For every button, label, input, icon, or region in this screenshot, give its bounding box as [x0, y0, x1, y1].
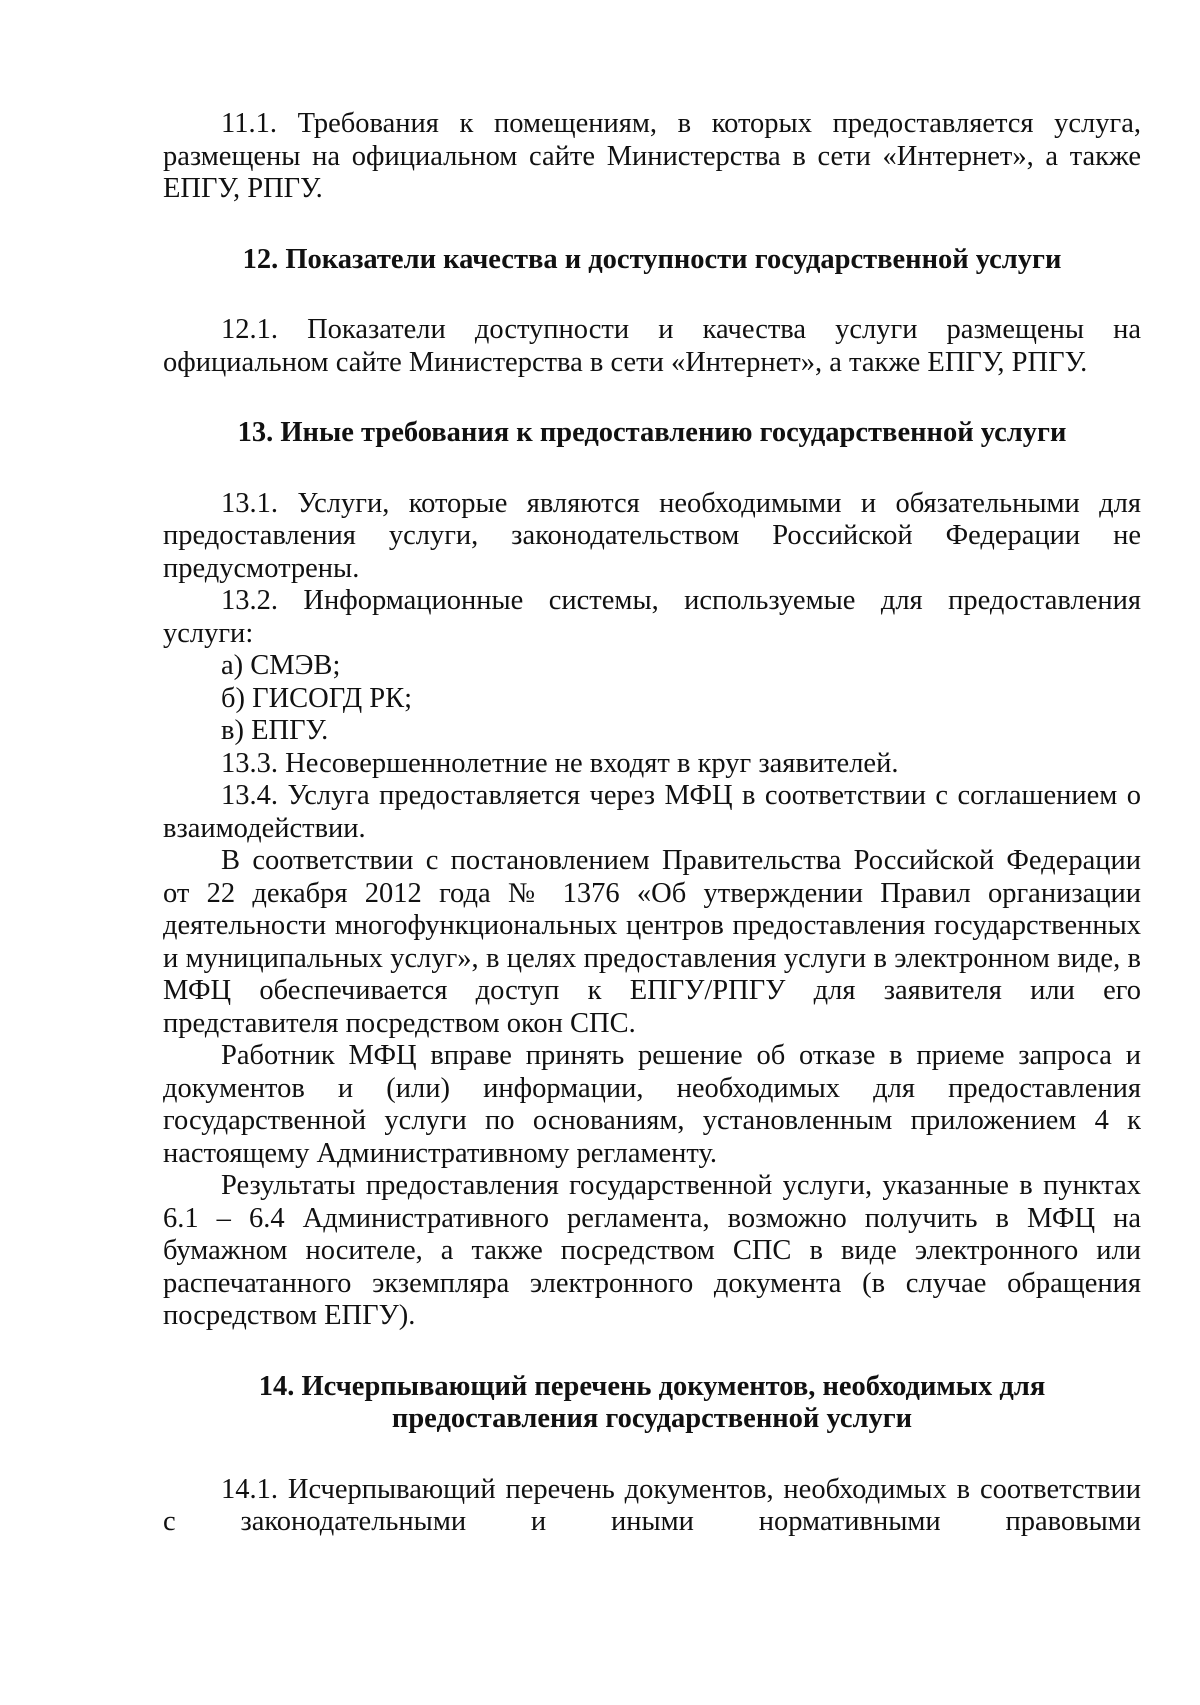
list-item-epgu: в) ЕПГУ.	[221, 715, 329, 746]
paragraph-11-1: 11.1. Требования к помещениям, в которых предоставляется услуга, размещены на официальном сайте Министерства в сети «Интернет», а также ЕПГУ, РПГУ.	[163, 108, 1141, 204]
paragraph-12-1: 12.1. Показатели доступности и качества услуги размещены на официальном сайте Министерства в сети «Интернет», а также ЕПГУ, РПГУ.	[163, 314, 1141, 378]
paragraph-14-1: 14.1. Исчерпывающий перечень документов, необходимых в соответствии с законодательными и иными нормативными правовыми	[163, 1473, 1141, 1537]
paragraph-13-1: 13.1. Услуги, которые являются необходимыми и обязательными для предоставления услуги, законодательством Российской Федерации не предусмотрены.	[163, 487, 1141, 584]
heading-section-13: 13. Иные требования к предоставлению государственной услуги	[237, 417, 1067, 448]
heading-section-14-line-1: 14. Исчерпывающий перечень документов, необходимых для	[258, 1370, 1046, 1402]
paragraph-mfc-access: В соответствии с постановлением Правительства Российской Федерации от 22 декабря 2012 года № 1376 «Об утверждении Правил организации деятельности многофункциональных центров предоставления государственных и муниципальных услуг», в целях предоставления услуги в электронном виде, в МФЦ обеспечивается доступ к ЕПГУ/РПГУ для заявителя или его представителя посредством окон СПС.	[163, 845, 1141, 1039]
heading-section-14	[163, 1371, 1141, 1436]
paragraph-mfc-refusal: Работник МФЦ вправе принять решение об отказе в приеме запроса и документов и (или) информации, необходимых для предоставления государственной услуги по основаниям, установленным приложением 4 к настоящему Административному регламенту.	[163, 1040, 1141, 1169]
list-item-gisogd: б) ГИСОГД РК;	[221, 682, 413, 714]
heading-section-14-line-2: предоставления государственной услуги	[391, 1403, 913, 1434]
paragraph-13-3: 13.3. Несовершеннолетние не входят в круг заявителей.	[221, 747, 899, 779]
paragraph-results: Результаты предоставления государственной услуги, указанные в пунктах 6.1 – 6.4 Административного регламента, возможно получить в МФЦ на бумажном носителе, а также посредством СПС в виде электронного или распечатанного экземпляра электронного документа (в случае обращения посредством ЕПГУ).	[163, 1170, 1141, 1331]
document-page	[163, 108, 1141, 1539]
paragraph-13-2: 13.2. Информационные системы, используемые для предоставления услуги:	[163, 585, 1141, 649]
heading-section-12: 12. Показатели качества и доступности государственной услуги	[242, 243, 1062, 275]
paragraph-13-4: 13.4. Услуга предоставляется через МФЦ в соответствии с соглашением о взаимодействии.	[163, 780, 1141, 844]
list-item-smev: а) СМЭВ;	[221, 650, 341, 681]
